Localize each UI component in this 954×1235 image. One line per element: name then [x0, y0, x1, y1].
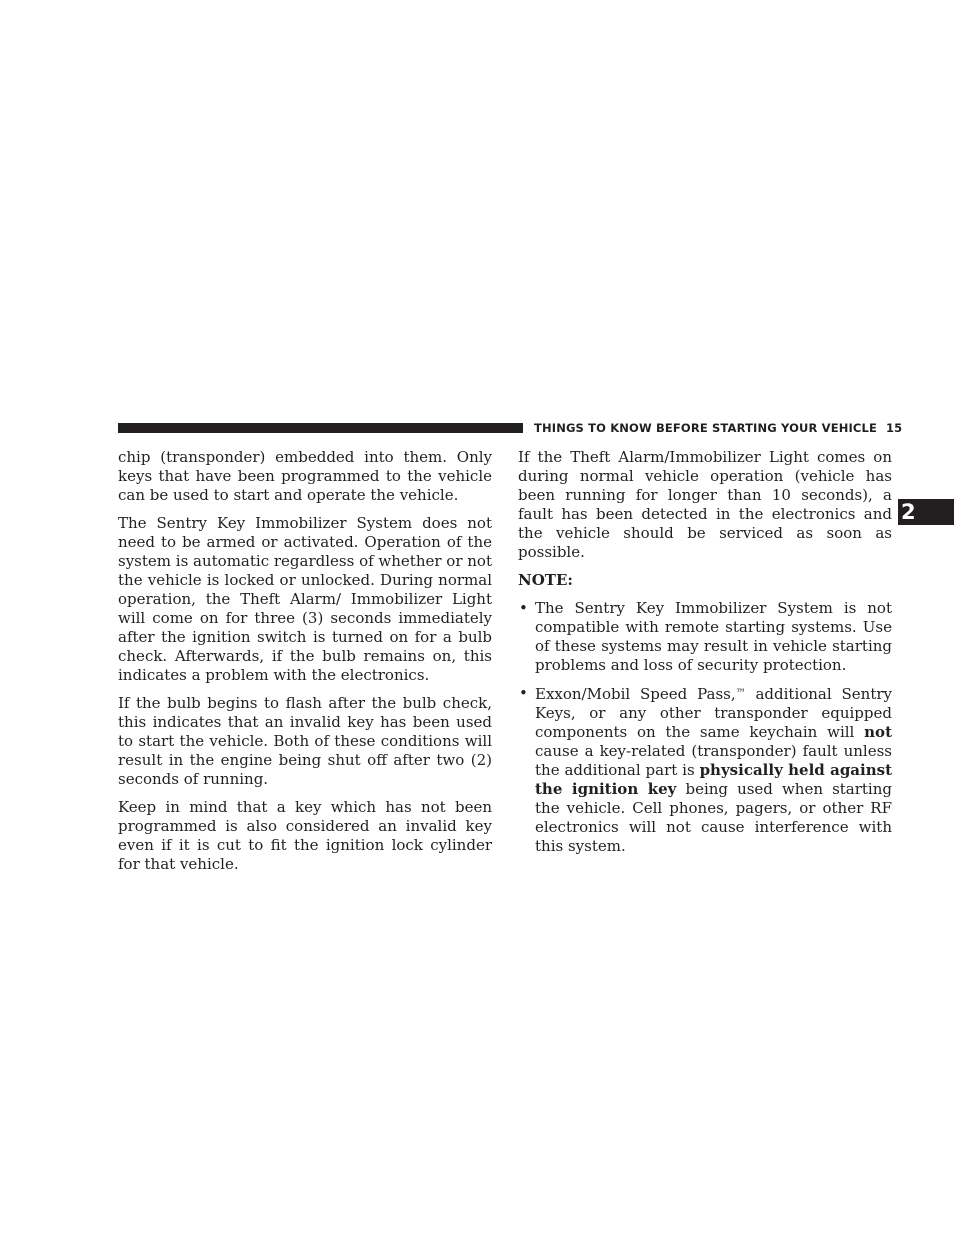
bullet-icon: • [519, 599, 528, 617]
bullet-text [535, 685, 892, 855]
text-run: cause a key-related (transponder) fault unless the additional part is [535, 742, 892, 779]
list-item [518, 684, 892, 856]
text-run: being used when starting the vehicle. Cell phones, pagers, or other RF electronics will not cause interference with this system. [535, 780, 892, 855]
chapter-number: 2 [901, 500, 916, 524]
paragraph: chip (transponder) embedded into them. Only keys that have been programmed to the vehicle can be used to start and operate the vehicle. [118, 448, 492, 504]
left-column [118, 448, 492, 883]
paragraph: If the bulb begins to flash after the bulb check, this indicates that an invalid key has been used to start the vehicle. Both of these conditions will result in the engine being shut off after two (2) seconds of running. [118, 694, 492, 788]
list-item [518, 599, 892, 675]
note-label: NOTE: [518, 571, 573, 589]
paragraph: The Sentry Key Immobilizer System does not need to be armed or activated. Operation of the system is automatic regardless of whether or not the vehicle is locked or unlocked. During normal operation, the Theft Alarm/ Immobilizer Light will come on for three (3) seconds immediately after the ignition switch is turned on for a bulb check. Afterwards, if the bulb remains on, this indicates a problem with the electronics. [118, 514, 492, 684]
chapter-tab [898, 499, 954, 525]
trademark-symbol: ™ [735, 688, 746, 699]
emphasis-physically-held: physically held against the ignition key [535, 761, 893, 798]
right-column [518, 448, 892, 865]
emphasis-not: not [864, 723, 892, 741]
page-number: 15 [885, 421, 903, 435]
bullet-icon: • [519, 684, 528, 702]
text-run: Exxon/Mobil Speed Pass, [535, 685, 736, 703]
section-title: THINGS TO KNOW BEFORE STARTING YOUR VEHICLE [534, 421, 877, 435]
text-run: additional Sentry Keys, or any other transponder equipped components on the same keychain will [535, 685, 892, 741]
paragraph: If the Theft Alarm/Immobilizer Light comes on during normal vehicle operation (vehicle has been running for longer than 10 seconds), a fault has been detected in the electronics and the vehicle should be serviced as soon as possible. [518, 448, 892, 561]
paragraph: Keep in mind that a key which has not been programmed is also considered an invalid key even if it is cut to fit the ignition lock cylinder for that vehicle. [118, 798, 492, 873]
bullet-text: The Sentry Key Immobilizer System is not compatible with remote starting systems. Use of these systems may result in vehicle starting problems and loss of security protection. [535, 599, 892, 674]
running-header [534, 419, 903, 437]
header-rule-bar [118, 423, 523, 433]
note-list [518, 599, 892, 856]
